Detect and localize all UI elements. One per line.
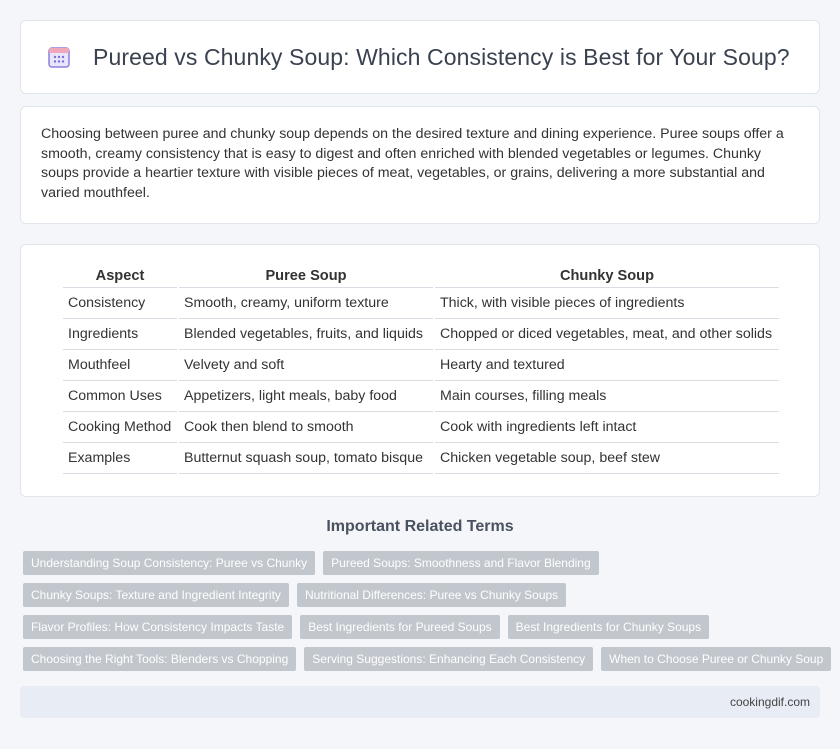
table-cell: Velvety and soft (178, 350, 434, 381)
tag-row (23, 583, 823, 607)
table-row (63, 443, 779, 474)
related-term-tag[interactable]: Best Ingredients for Chunky Soups (508, 615, 709, 639)
table-cell: Examples (63, 443, 178, 474)
comparison-table (63, 265, 779, 474)
table-header-puree: Puree Soup (178, 265, 434, 288)
table-cell: Thick, with visible pieces of ingredients (434, 288, 779, 319)
table-cell: Chopped or diced vegetables, meat, and other solids (434, 319, 779, 350)
related-term-tag[interactable]: Choosing the Right Tools: Blenders vs Chopping (23, 647, 296, 671)
table-cell: Cook then blend to smooth (178, 412, 434, 443)
table-row (63, 350, 779, 381)
table-cell: Smooth, creamy, uniform texture (178, 288, 434, 319)
table-header-aspect: Aspect (63, 265, 178, 288)
intro-text: Choosing between puree and chunky soup depends on the desired texture and dining experience. Puree soups offer a smooth, creamy consistency that is easy to digest and often enriched with blended vegetables or legumes. Chunky soups provide a heartier texture with visible pieces of meat, vegetables, or grains, delivering a more substantial and varied mouthfeel. (41, 126, 784, 201)
table-cell: Blended vegetables, fruits, and liquids (178, 319, 434, 350)
table-cell: Ingredients (63, 319, 178, 350)
table-cell: Hearty and textured (434, 350, 779, 381)
table-cell: Cook with ingredients left intact (434, 412, 779, 443)
header-card (20, 20, 820, 94)
related-term-tag[interactable]: Pureed Soups: Smoothness and Flavor Blending (323, 551, 599, 575)
related-term-tag[interactable]: When to Choose Puree or Chunky Soup (601, 647, 831, 671)
intro-card (20, 106, 820, 224)
table-cell: Butternut squash soup, tomato bisque (178, 443, 434, 474)
table-row (63, 288, 779, 319)
related-terms-list (23, 551, 823, 679)
footer-site-link[interactable]: cookingdif.com (729, 695, 810, 709)
table-row (63, 381, 779, 412)
table-cell: Mouthfeel (63, 350, 178, 381)
tag-row (23, 551, 823, 575)
related-term-tag[interactable]: Chunky Soups: Texture and Ingredient Integrity (23, 583, 289, 607)
related-terms-title: Important Related Terms (326, 518, 514, 535)
table-cell: Appetizers, light meals, baby food (178, 381, 434, 412)
table-cell: Consistency (63, 288, 178, 319)
comparison-table-card (20, 244, 820, 497)
table-cell: Common Uses (63, 381, 178, 412)
related-term-tag[interactable]: Serving Suggestions: Enhancing Each Consistency (304, 647, 593, 671)
table-cell: Cooking Method (63, 412, 178, 443)
related-term-tag[interactable]: Understanding Soup Consistency: Puree vs Chunky (23, 551, 315, 575)
related-term-tag[interactable]: Best Ingredients for Pureed Soups (300, 615, 499, 639)
tag-row (23, 647, 823, 671)
table-row (63, 319, 779, 350)
page-title: Pureed vs Chunky Soup: Which Consistency is Best for Your Soup? (93, 43, 790, 70)
tag-row (23, 615, 823, 639)
table-header-row (63, 265, 779, 288)
calendar-icon (47, 45, 71, 69)
table-row (63, 412, 779, 443)
table-header-chunky: Chunky Soup (434, 265, 779, 288)
footer (20, 686, 820, 718)
related-term-tag[interactable]: Flavor Profiles: How Consistency Impacts Taste (23, 615, 292, 639)
related-term-tag[interactable]: Nutritional Differences: Puree vs Chunky Soups (297, 583, 566, 607)
table-cell: Chicken vegetable soup, beef stew (434, 443, 779, 474)
table-cell: Main courses, filling meals (434, 381, 779, 412)
